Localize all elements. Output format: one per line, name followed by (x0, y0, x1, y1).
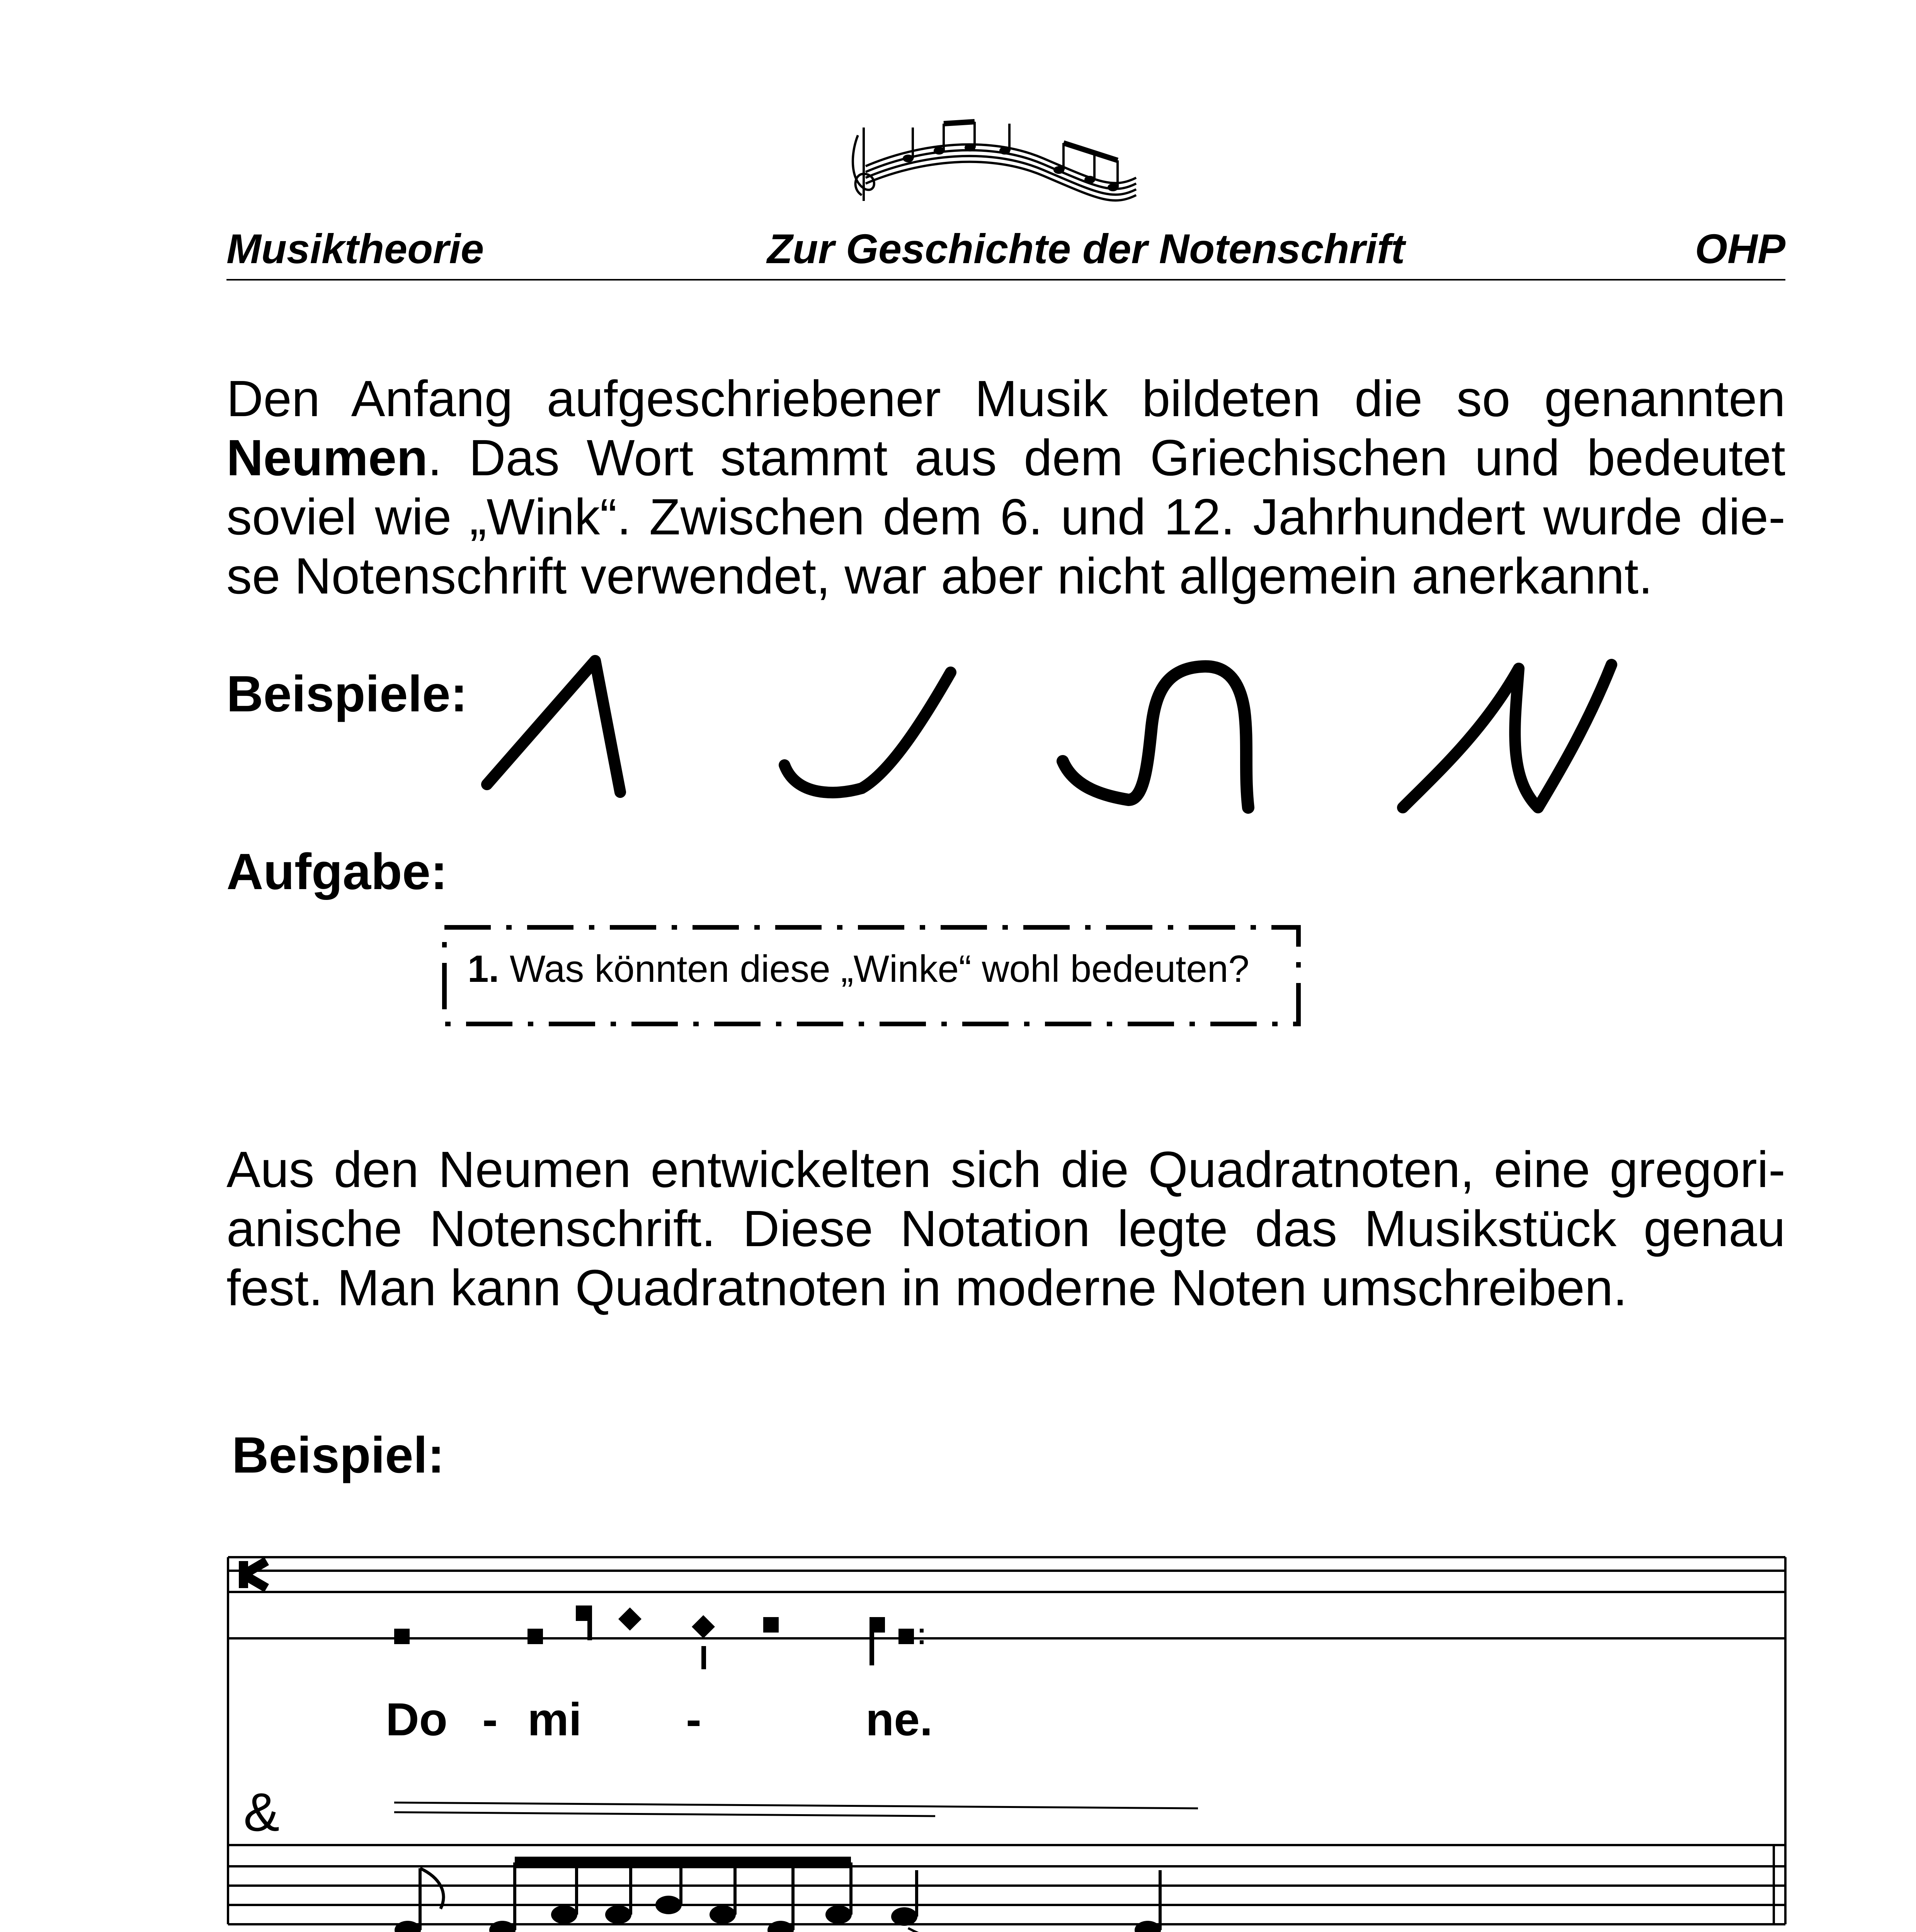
neume-porrectus (1391, 653, 1623, 827)
neume-clivis (773, 657, 966, 811)
task1-question: Was könnten diese „Winke“ wohl bedeuten? (509, 947, 1249, 990)
upper-lyric-ne: ne. (866, 1694, 933, 1745)
intro-paragraph (226, 369, 1785, 605)
intro-text-after: . Das Wort stammt aus dem Griechischen und bedeutet soviel wie „Wink“. Zwischen dem 6. und 12. Jahrhundert wurde die-se Notenschrift verwendet, war aber nicht allgemein anerkannt. (226, 429, 1785, 604)
header-rule (226, 279, 1785, 281)
header-medium: OHP (1695, 225, 1785, 272)
upper-lyric-do: Do (386, 1694, 448, 1745)
neume-torculus (1051, 649, 1298, 827)
intro-term-neumen: Neumen (226, 429, 428, 486)
upper-lyric-mi: mi (527, 1694, 582, 1745)
examples-label: Beispiele: (226, 665, 468, 722)
task1-text (468, 947, 1249, 991)
quadrat-paragraph: Aus den Neumen entwickelten sich die Quadratnoten, eine gregori-anische Notenschrift. Diese Notation legte das Musikstück genau fest. Man kann Quadratnoten in moderne Noten umschreiben. (226, 1141, 1785, 1316)
task1-number: 1. (468, 947, 499, 990)
neume-virga (479, 649, 634, 811)
music-notes-logo (842, 112, 1144, 205)
header-title: Zur Geschichte der Notenschrift (767, 225, 1405, 272)
beam (515, 1857, 851, 1868)
modern-notes (395, 1896, 1161, 1932)
upper-lyric-hyphen-1: - (482, 1694, 498, 1745)
header-subject: Musiktheorie (226, 225, 484, 272)
task1-label: Aufgabe: (226, 843, 448, 900)
upper-lyric-hyphen-2: - (686, 1694, 701, 1745)
example-label: Beispiel: (232, 1427, 445, 1483)
intro-text-before: Den Anfang aufgeschriebener Musik bildeten die so genannten (226, 370, 1785, 427)
treble-clef: & (243, 1782, 280, 1842)
c-clef (243, 1561, 267, 1588)
notation-figure (224, 1546, 1793, 1932)
